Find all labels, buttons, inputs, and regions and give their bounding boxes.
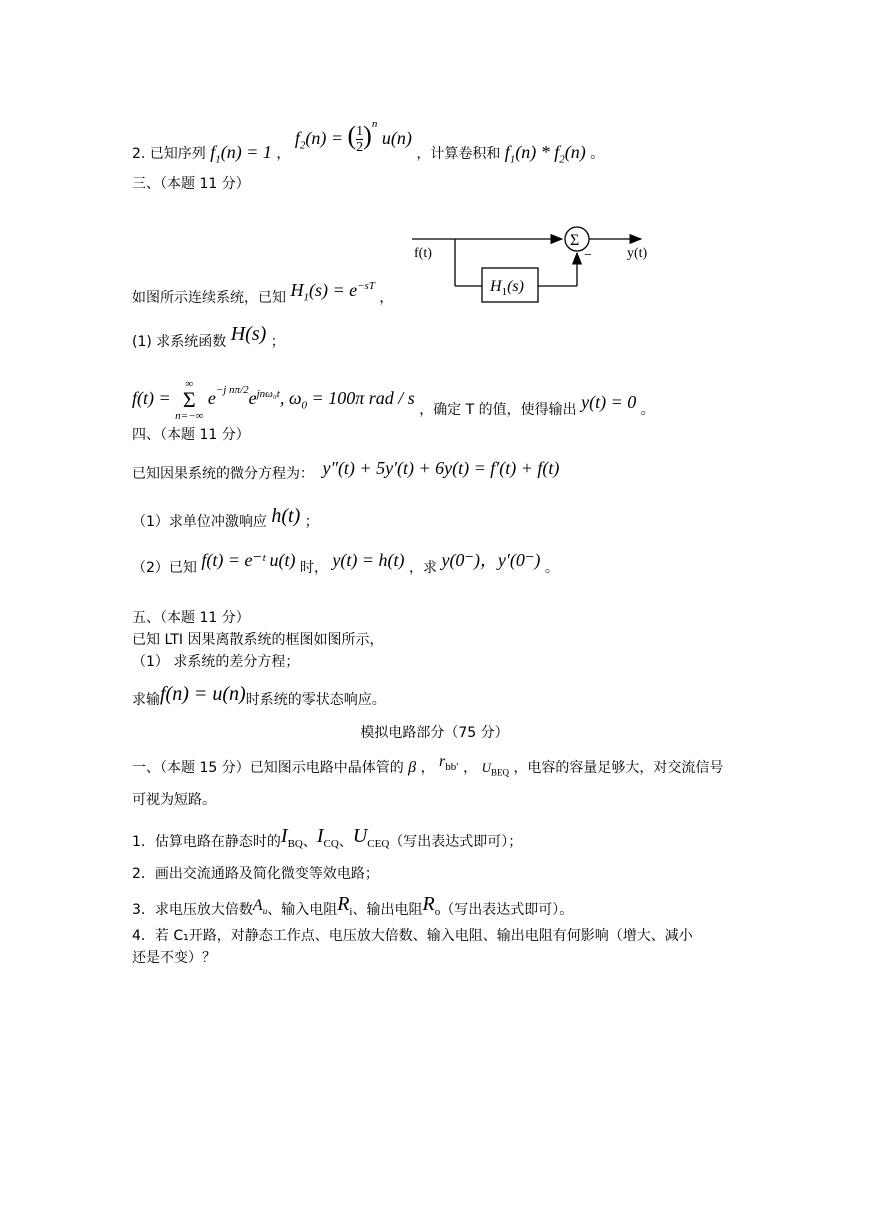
a1-q4-line2: 还是不变）？ (132, 950, 216, 966)
s4-diff-eq: y″(t) + 5y′(t) + 6y(t) = f′(t) + f(t) (322, 458, 560, 478)
s3-intro: 如图所示连续系统，已知 $H_1(s) = e^{-sT}$ ， (132, 280, 394, 306)
a1-uceq: $U_{CEQ}$ (352, 825, 390, 850)
s5-text: 已知 LTI 因果离散系统的框图如图所示， (132, 632, 384, 648)
s3-heading: 三、（本题 11 分） (132, 176, 250, 192)
a1-rbb: $r_{bb'}$ (439, 753, 459, 774)
a1-q2: 2．画出交流通路及简化微变等效电路； (132, 866, 379, 882)
a1-icq: $I_{CQ}$ (316, 825, 339, 850)
s5-q1: （1） 求系统的差分方程； (132, 654, 300, 670)
diagram-block-label: $H_1(s)$ (490, 278, 524, 298)
s4-q1: （1）求单位冲激响应 h(t) ； (132, 505, 319, 530)
a1-ro: $R_o$ (422, 893, 441, 918)
s4-q2: （2）已知 f(t) = e⁻ᵗ u(t) 时， y(t) = h(t) ，求 y(0⁻)，y′(0⁻) 。 (132, 550, 559, 576)
diagram-input-label: f(t) (414, 246, 432, 261)
s5-q2-f: f(n) = u(n) (160, 683, 246, 705)
s5-heading: 五、（本题 11 分） (132, 610, 250, 626)
s3-q1: (1) 求系统函数 H(s) ； (132, 323, 285, 350)
s4-q1-h: h(t) (271, 505, 301, 527)
s4-q2-init: y(0⁻)，y′(0⁻) (441, 550, 541, 570)
s3-q1-H: H(s) (230, 323, 267, 345)
diagram-output-label: y(t) (627, 246, 648, 261)
a1-au: $A_u$ (252, 897, 268, 917)
q2-f2: $f_2(n)$ = ( $\frac{1}{2}$ )$^n$ u(n) (294, 118, 417, 156)
s3-h1-formula: $H_1(s) = e^{-sT}$ (290, 280, 375, 304)
s4-equation-line: 已知因果系统的微分方程为： y″(t) + 5y′(t) + 6y(t) = f′(t) + f(t) (132, 458, 560, 482)
a1-line1: 一、（本题 15 分）已知图示电路中晶体管的 β ， $r_{bb'}$ ， $U_{BEQ}$ ，电容的容量足够大，对交流信号 (132, 753, 724, 778)
a1-q1: 1．估算电路在静态时的$I_{BQ}$、$I_{CQ}$、$U_{CEQ}$（写出表达式即可）； (132, 825, 523, 850)
a1-ubeq: $U_{BEQ}$ (481, 760, 509, 778)
a1-ri: $R_i$ (337, 893, 353, 918)
s4-q2-f: f(t) = e⁻ᵗ u(t) (201, 550, 296, 570)
a1-q4-line1: 4．若 C₁开路，对静态工作点、电压放大倍数、输入电阻、输出电阻有何影响（增大、减小 (132, 928, 693, 944)
s3-q2-y: y(t) = 0 (581, 392, 637, 413)
q2-prefix: 2. 已知序列 (132, 145, 206, 162)
diagram-sum-symbol: Σ (570, 232, 580, 249)
s5-q2: 求输f(n) = u(n)时系统的零状态响应。 (132, 683, 386, 708)
q2-sep: ， (276, 145, 291, 162)
s3-q2-f: f(t) = ∞ Σ n=−∞ $e^{-j n\pi/2}e^{jn\omega_0t}$, $\omega_0 = 100\pi$ rad / s (132, 378, 420, 422)
a1-q3: 3．求电压放大倍数$A_u$、输入电阻$R_i$、输出电阻$R_o$（写出表达式即可）。 (132, 893, 574, 918)
s4-heading: 四、（本题 11 分） (132, 427, 250, 443)
q2-mid: ，计算卷积和 (416, 145, 501, 162)
q2-conv: $f_1(n) * f_2(n)$ (504, 141, 586, 166)
q2-f1: $f_1(n) = 1$ (210, 141, 272, 166)
s4-q2-y: y(t) = h(t) (332, 550, 405, 570)
a1-ibq: $I_{BQ}$ (280, 825, 303, 850)
s3-q2: f(t) = ∞ Σ n=−∞ $e^{-j n\pi/2}e^{jn\omega_0t}$, $\omega_0 = 100\pi$ rad / s ，确定 T 的值，使得输出 y(t) = 0 。 (132, 378, 655, 422)
analog-title: 模拟电路部分（75 分） (360, 725, 509, 741)
a1-beta: β (408, 759, 417, 776)
a1-line2: 可视为短路。 (132, 792, 216, 808)
q2-end: 。 (590, 145, 605, 162)
diagram-minus-sign: − (584, 248, 592, 263)
